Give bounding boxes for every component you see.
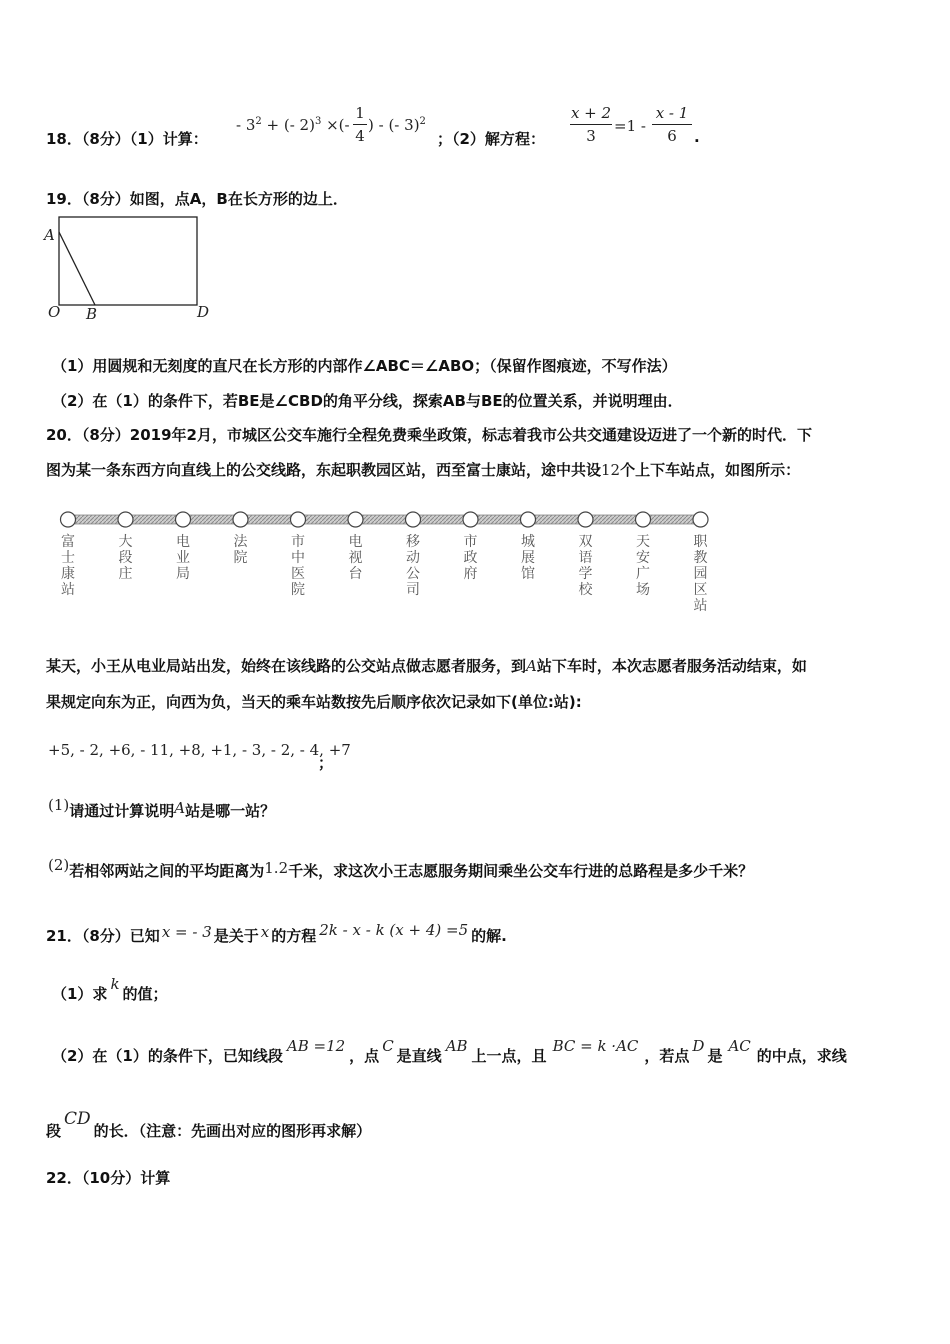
q21-p2-ratio: BC = k ·AC bbox=[552, 1037, 639, 1055]
q18-fraction-x-minus-1 bbox=[652, 104, 692, 145]
station-node bbox=[118, 512, 133, 527]
q19-label-b: B bbox=[86, 305, 98, 323]
q19-part1: （1）用圆规和无刻度的直尺在长方形的内部作∠ABC＝∠ABO；（保留作图痕迹，不写作法） bbox=[52, 357, 677, 375]
station-label: 城展馆 bbox=[521, 534, 535, 582]
q18-frac1-denominator: 4 bbox=[355, 127, 365, 145]
q18-end: . bbox=[694, 128, 700, 146]
station-node bbox=[233, 512, 248, 527]
q20-para1 bbox=[46, 655, 807, 676]
q18-exp2: 3 bbox=[314, 116, 322, 127]
q21-p3-text-b: 的长．（注意：先画出对应的图形再求解） bbox=[93, 1122, 372, 1140]
q21-p2-point-d: D bbox=[692, 1037, 705, 1055]
q21-p1-text-a: （1）求 bbox=[52, 985, 108, 1003]
rectangle bbox=[59, 217, 197, 305]
q20-line2 bbox=[46, 459, 800, 480]
q18-exp3: 2 bbox=[419, 116, 426, 127]
q18-separator: ；（2）解方程： bbox=[437, 130, 545, 148]
station-label: 市中医院 bbox=[291, 534, 305, 598]
q18-expression-part1 bbox=[236, 116, 350, 134]
q21-mid-text: 是关于 bbox=[213, 927, 259, 945]
q18-exp1: 2 bbox=[255, 116, 262, 127]
q21-equation: 2k - x - k (x + 4) =5 bbox=[319, 921, 469, 939]
q21-p2-text-e: 上一点，且 bbox=[471, 1047, 547, 1065]
q20-line1: 20．（8分）2019年2月，市城区公交车施行全程免费乘坐政策，标志着我市公共交通建设迈进了一个新的时代．下 bbox=[46, 426, 813, 444]
q18-frac2-bar bbox=[570, 124, 612, 125]
q18-term3: ×(- bbox=[321, 116, 350, 134]
q21-p2-seg-ac: AC bbox=[728, 1037, 751, 1055]
q20-sub1 bbox=[48, 796, 276, 821]
q18-frac2-denominator: 3 bbox=[586, 127, 596, 145]
q18-equals: =1 - bbox=[614, 117, 646, 135]
q21-var-x: x bbox=[260, 923, 270, 941]
station-node bbox=[521, 512, 536, 527]
q22-heading: 22．（10分）计算 bbox=[46, 1169, 171, 1187]
q20-sub2-distance: 1.2 bbox=[264, 859, 289, 877]
q19-label-a: A bbox=[44, 226, 55, 244]
station-node bbox=[176, 512, 191, 527]
station-label: 富士康站 bbox=[61, 534, 75, 598]
q20-records-end: ； bbox=[318, 754, 334, 772]
station-node bbox=[406, 512, 421, 527]
q18-term1: - 3 bbox=[236, 116, 256, 134]
q20-sub2-text-b: 千米，求这次小王志愿服务期间乘坐公交车行进的总路程是多少千米？ bbox=[288, 862, 754, 880]
station-label: 电视台 bbox=[348, 534, 363, 582]
q21-p3-seg-cd: CD bbox=[64, 1109, 91, 1129]
q19-heading: 19．（8分）如图，点A，B在长方形的边上． bbox=[46, 190, 348, 208]
q21-part2 bbox=[52, 1037, 847, 1066]
q19-label-d: D bbox=[197, 303, 210, 321]
q18-fraction-1-4 bbox=[353, 104, 367, 145]
station-node bbox=[636, 512, 651, 527]
station-label: 天安广场 bbox=[636, 534, 650, 598]
q20-sub1-text-a: 请通过计算说明 bbox=[69, 802, 175, 820]
q21-part1 bbox=[52, 975, 168, 1004]
q20-para2: 果规定向东为正，向西为负，当天的乘车站数按先后顺序依次记录如下(单位:站): bbox=[46, 693, 582, 711]
q21-mid2-text: 的方程 bbox=[271, 927, 317, 945]
q21-p2-text-f: ，若点 bbox=[644, 1047, 690, 1065]
station-label: 大段庄 bbox=[118, 534, 133, 582]
q20-para1-text-a: 某天，小王从电业局站出发，始终在该线路的公交站点做志愿者服务，到 bbox=[46, 657, 527, 675]
q21-p2-line-ab: AB bbox=[445, 1037, 468, 1055]
q21-p1-text-b: 的值； bbox=[122, 985, 168, 1003]
station-node bbox=[693, 512, 708, 527]
q20-records: +5, - 2, +6, - 11, +8, +1, - 3, - 2, - 4, +7 bbox=[48, 741, 351, 759]
q20-sub1-number: (1) bbox=[48, 796, 70, 814]
q21-p2-text-d: 是直线 bbox=[396, 1047, 442, 1065]
q21-head-text: 21．（8分）已知 bbox=[46, 927, 160, 945]
q18-frac3-bar bbox=[652, 124, 692, 125]
q20-station-count: 12 bbox=[601, 461, 621, 479]
q21-heading bbox=[46, 921, 507, 946]
station-node bbox=[61, 512, 76, 527]
station-node bbox=[348, 512, 363, 527]
station-label: 双语学校 bbox=[578, 534, 593, 598]
q20-sub2-text-a: 若相邻两站之间的平均距离为 bbox=[69, 862, 265, 880]
q18-fraction-x-plus-2 bbox=[570, 104, 612, 145]
station-label: 职教园区站 bbox=[693, 534, 708, 614]
q21-p2-text-g: 是 bbox=[707, 1047, 723, 1065]
q21-p2-text-h: 的中点，求线 bbox=[756, 1047, 847, 1065]
station-label: 市政府 bbox=[463, 534, 478, 582]
q20-line2-text-a: 图为某一条东西方向直线上的公交线路，东起职教园区站，西至富士康站，途中共设 bbox=[46, 461, 602, 479]
station-label: 法院 bbox=[233, 534, 248, 566]
q18-frac1-numerator: 1 bbox=[355, 104, 365, 122]
q21-part2-cont bbox=[46, 1109, 372, 1141]
q19-label-o: O bbox=[48, 303, 61, 321]
station-node bbox=[463, 512, 478, 527]
q21-end-text: 的解. bbox=[471, 927, 507, 945]
q20-sub2-number: (2) bbox=[48, 856, 70, 874]
q21-p2-segment: AB =12 bbox=[286, 1037, 346, 1055]
station-node bbox=[291, 512, 306, 527]
q21-condition: x = - 3 bbox=[161, 923, 212, 941]
q20-sub1-var-a: A bbox=[174, 799, 186, 817]
q20-var-a: A bbox=[526, 657, 537, 675]
q20-line2-text-b: 个上下车站点，如图所示： bbox=[620, 461, 801, 479]
q20-sub1-text-b: 站是哪一站？ bbox=[185, 802, 276, 820]
q21-p2-text-b: ，点 bbox=[349, 1047, 380, 1065]
q18-frac2-numerator: x + 2 bbox=[570, 104, 612, 122]
segment-ab bbox=[59, 232, 95, 305]
q21-p2-point-c: C bbox=[382, 1037, 394, 1055]
q18-frac1-bar bbox=[353, 124, 367, 125]
q18-frac3-denominator: 6 bbox=[667, 127, 677, 145]
q18-term2: + (- 2) bbox=[261, 116, 315, 134]
q18-expression-part2 bbox=[368, 116, 426, 134]
route-line bbox=[68, 515, 700, 524]
q20-para1-text-b: 站下车时，本次志愿者服务活动结束，如 bbox=[536, 657, 807, 675]
q18-heading: 18．（8分）（1）计算： bbox=[46, 130, 208, 148]
q19-part2: （2）在（1）的条件下，若BE是∠CBD的角平分线，探索AB与BE的位置关系，并说明理由． bbox=[52, 392, 683, 410]
q21-p1-var-k: k bbox=[110, 975, 120, 993]
q21-p3-text-a: 段 bbox=[46, 1122, 62, 1140]
q18-term4: ) - (- 3) bbox=[368, 116, 420, 134]
station-label: 移动公司 bbox=[406, 534, 420, 598]
bus-route-diagram bbox=[58, 505, 738, 535]
station-label: 电业局 bbox=[176, 534, 190, 582]
q21-p2-text-a: （2）在（1）的条件下，已知线段 bbox=[52, 1047, 283, 1065]
station-node bbox=[578, 512, 593, 527]
q18-frac3-numerator: x - 1 bbox=[655, 104, 689, 122]
q20-sub2 bbox=[48, 856, 754, 881]
